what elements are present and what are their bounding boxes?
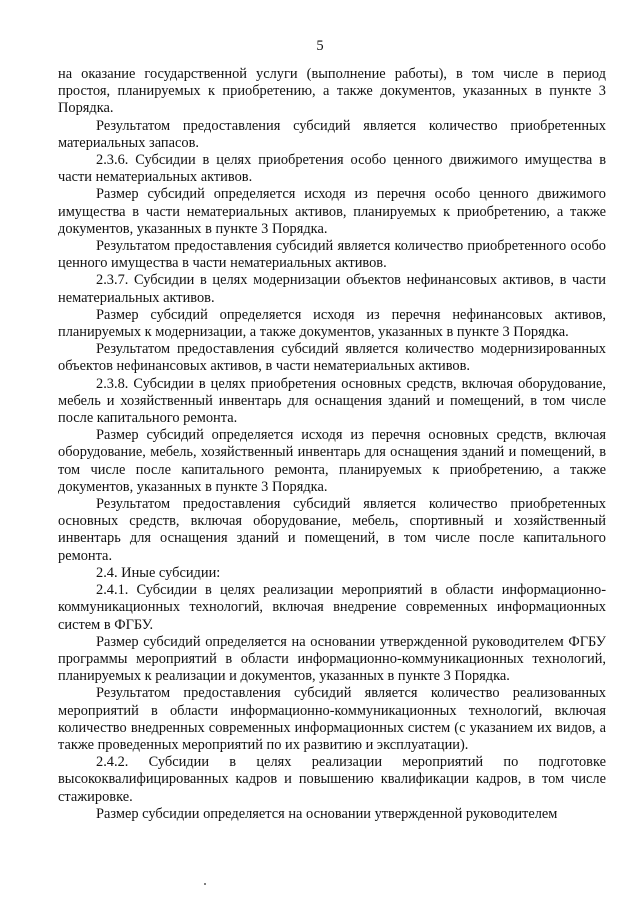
paragraph-section-2-3-8: 2.3.8. Субсидии в целях приобретения основных средств, включая оборудование, мебель и хозяйственный инвентарь для оснащения зданий и помещений, в том числе после капитального ремонта. bbox=[58, 375, 606, 427]
paragraph: Результатом предоставления субсидий является количество модернизированных объектов нефинансовых активов, в части нематериальных активов. bbox=[58, 341, 606, 375]
paragraph: Результатом предоставления субсидий является количество приобретенных материальных запасов. bbox=[58, 117, 606, 151]
paragraph: Результатом предоставления субсидий является количество приобретенных основных средств, включая оборудование, мебель, спортивный и хозяйственный инвентарь для оснащения зданий и помещений, в том числе после капитального ремонта. bbox=[58, 496, 606, 564]
paragraph-continuation: на оказание государственной услуги (выполнение работы), в том числе в период простоя, планируемых к приобретению, а также документов, указанных в пункте 3 Порядка. bbox=[58, 66, 606, 117]
paragraph: Результатом предоставления субсидий является количество реализованных мероприятий в области информационно-коммуникационных технологий, включая количество внедренных современных информационных систем (с указанием их видов, а также проведенных мероприятий по их развитию и эксплуатации). bbox=[58, 685, 606, 753]
paragraph-section-2-3-7: 2.3.7. Субсидии в целях модернизации объектов нефинансовых активов, в части нематериальных активов. bbox=[58, 272, 606, 306]
paragraph: Размер субсидий определяется исходя из перечня особо ценного движимого имущества в части нематериальных активов, планируемых к приобретению, а также документов, указанных в пункте 3 Порядка. bbox=[58, 186, 606, 237]
page-number: 5 bbox=[316, 38, 324, 54]
scan-speck bbox=[204, 883, 206, 885]
paragraph: Размер субсидий определяется исходя из перечня основных средств, включая оборудование, мебель, хозяйственный инвентарь для оснащения зданий и помещений, в том числе после капитального ремонта, планируемых к приобретению, а также документов, указанных в пункте 3 Порядка. bbox=[58, 427, 606, 495]
paragraph-section-2-3-6: 2.3.6. Субсидии в целях приобретения особо ценного движимого имущества в части нематериальных активов. bbox=[58, 152, 606, 186]
paragraph: Размер субсидий определяется исходя из перечня нефинансовых активов, планируемых к модернизации, а также документов, указанных в пункте 3 Порядка. bbox=[58, 306, 606, 341]
paragraph: Размер субсидии определяется на основании утвержденной руководителем bbox=[96, 805, 558, 822]
paragraph: Результатом предоставления субсидий является количество приобретенного особо ценного имущества в части нематериальных активов. bbox=[58, 238, 606, 272]
body-text bbox=[58, 66, 606, 823]
paragraph-section-2-4-2: 2.4.2. Субсидии в целях реализации мероприятий по подготовке высококвалифицированных кадров и повышению квалификации кадров, в том числе стажировке. bbox=[58, 754, 606, 805]
paragraph-section-2-4-1: 2.4.1. Субсидии в целях реализации мероприятий в области информационно-коммуникационных технологий, включая внедрение современных информационных систем в ФГБУ. bbox=[58, 582, 606, 633]
paragraph: Размер субсидий определяется на основании утвержденной руководителем ФГБУ программы мероприятий в области информационно-коммуникационных технологий, планируемых к реализации и документов, указанных в пункте 3 Порядка. bbox=[58, 633, 606, 685]
paragraph-section-2-4: 2.4. Иные субсидии: bbox=[96, 564, 221, 581]
